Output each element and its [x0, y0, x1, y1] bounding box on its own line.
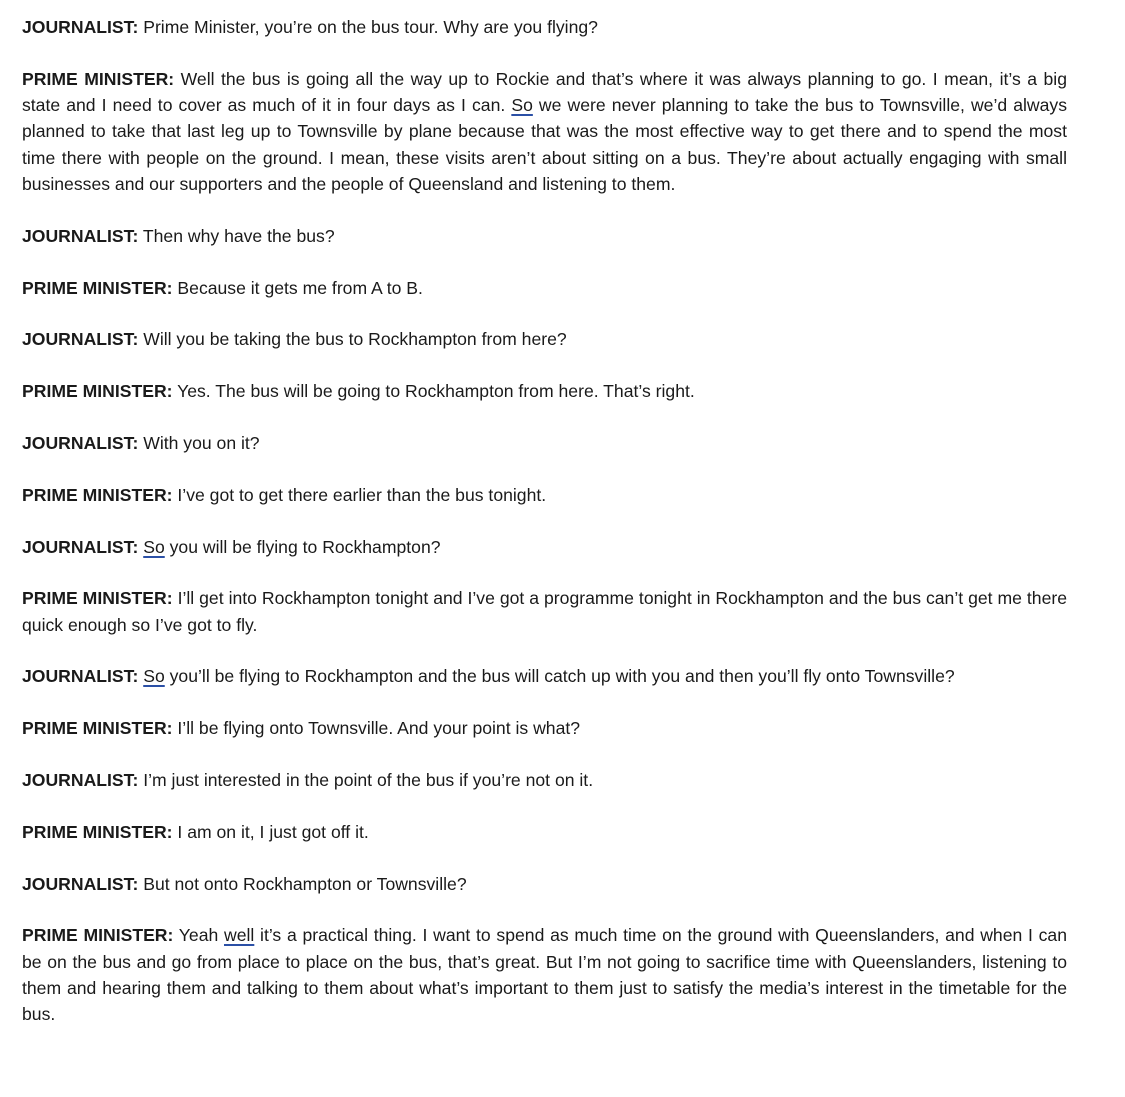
entry-text: Because it gets me from A to B.	[172, 277, 423, 298]
transcript	[22, 14, 1067, 1053]
speaker-label: JOURNALIST:	[22, 536, 139, 557]
speaker-label: PRIME MINISTER:	[22, 718, 173, 739]
transcript-entry-7	[22, 430, 1067, 456]
speaker-label: JOURNALIST:	[22, 225, 139, 246]
transcript-entry-6	[22, 378, 1067, 404]
transcript-entry-10	[22, 585, 1067, 638]
transcript-entry-2	[22, 66, 1067, 197]
transcript-entry-15	[22, 871, 1067, 897]
speaker-label: JOURNALIST:	[22, 770, 139, 791]
entry-text: it’s a practical thing. I want to spend as much time on the ground with Queenslanders, and when I can be on the bus and go from place to place on the bus, that’s great. But I’m not going to sacrifice time with Queenslanders, listening to them and hearing them and talking to them about what’s important to them just to satisfy the media’s interest in the timetable for the bus.	[22, 925, 1067, 1025]
speaker-label: JOURNALIST:	[22, 873, 139, 894]
transcript-entry-3	[22, 223, 1067, 249]
speaker-label: PRIME MINISTER:	[22, 925, 174, 946]
entry-text: Will you be taking the bus to Rockhampton from here?	[138, 329, 567, 350]
transcript-entry-1	[22, 14, 1067, 40]
entry-text: I’ll be flying onto Townsville. And your point is what?	[172, 718, 581, 739]
underlined-word: well	[224, 925, 255, 946]
speaker-label: JOURNALIST:	[22, 666, 139, 687]
transcript-entry-14	[22, 819, 1067, 845]
speaker-label: PRIME MINISTER:	[22, 588, 173, 609]
underlined-word: So	[143, 666, 165, 687]
entry-text: Prime Minister, you’re on the bus tour. Why are you flying?	[138, 17, 598, 37]
speaker-label: JOURNALIST:	[22, 432, 139, 453]
transcript-entry-16	[22, 922, 1067, 1027]
entry-text: I am on it, I just got off it.	[172, 821, 369, 842]
entry-text: Then why have the bus?	[138, 225, 335, 246]
speaker-label: PRIME MINISTER:	[22, 381, 173, 402]
entry-text: With you on it?	[138, 432, 260, 453]
transcript-entry-5	[22, 326, 1067, 352]
transcript-entry-8	[22, 482, 1067, 508]
speaker-label: JOURNALIST:	[22, 329, 139, 350]
entry-text: Well the bus is going all the way up to Rockie and that’s where it was always planning to go. I mean, it’s a big state and I need to cover as much of it in four days as I can.	[22, 68, 1067, 116]
underlined-word: So	[143, 536, 165, 557]
entry-text: you’ll be flying to Rockhampton and the bus will catch up with you and then you’ll fly onto Townsville?	[164, 666, 955, 687]
transcript-entry-4	[22, 275, 1067, 301]
entry-text: But not onto Rockhampton or Townsville?	[138, 873, 467, 894]
entry-text: I’ll get into Rockhampton tonight and I’ve got a programme tonight in Rockhampton and the bus can’t get me there quick enough so I’ve got to fly.	[22, 588, 1067, 635]
entry-text: you will be flying to Rockhampton?	[164, 536, 441, 557]
entry-text: I’ve got to get there earlier than the bus tonight.	[172, 484, 547, 505]
speaker-label: PRIME MINISTER:	[22, 68, 175, 89]
speaker-label: PRIME MINISTER:	[22, 821, 173, 842]
transcript-entry-12	[22, 715, 1067, 741]
transcript-entry-11	[22, 663, 1067, 689]
underlined-word: So	[511, 95, 533, 116]
entry-text: we were never planning to take the bus to Townsville, we’d always planned to take that last leg up to Townsville by plane because that was the most effective way to get there and to spend the most time there with people on the ground. I mean, these visits aren’t about sitting on a bus. They’re about actually engaging with small businesses and our supporters and the people of Queensland and listening to them.	[22, 95, 1068, 194]
speaker-label: PRIME MINISTER:	[22, 277, 173, 298]
speaker-label: JOURNALIST:	[22, 17, 139, 37]
transcript-entry-13	[22, 767, 1067, 793]
entry-text: I’m just interested in the point of the bus if you’re not on it.	[138, 770, 594, 791]
entry-text: Yes. The bus will be going to Rockhampton from here. That’s right.	[172, 381, 695, 402]
transcript-entry-9	[22, 534, 1067, 560]
entry-text: Yeah	[173, 925, 224, 946]
speaker-label: PRIME MINISTER:	[22, 484, 173, 505]
